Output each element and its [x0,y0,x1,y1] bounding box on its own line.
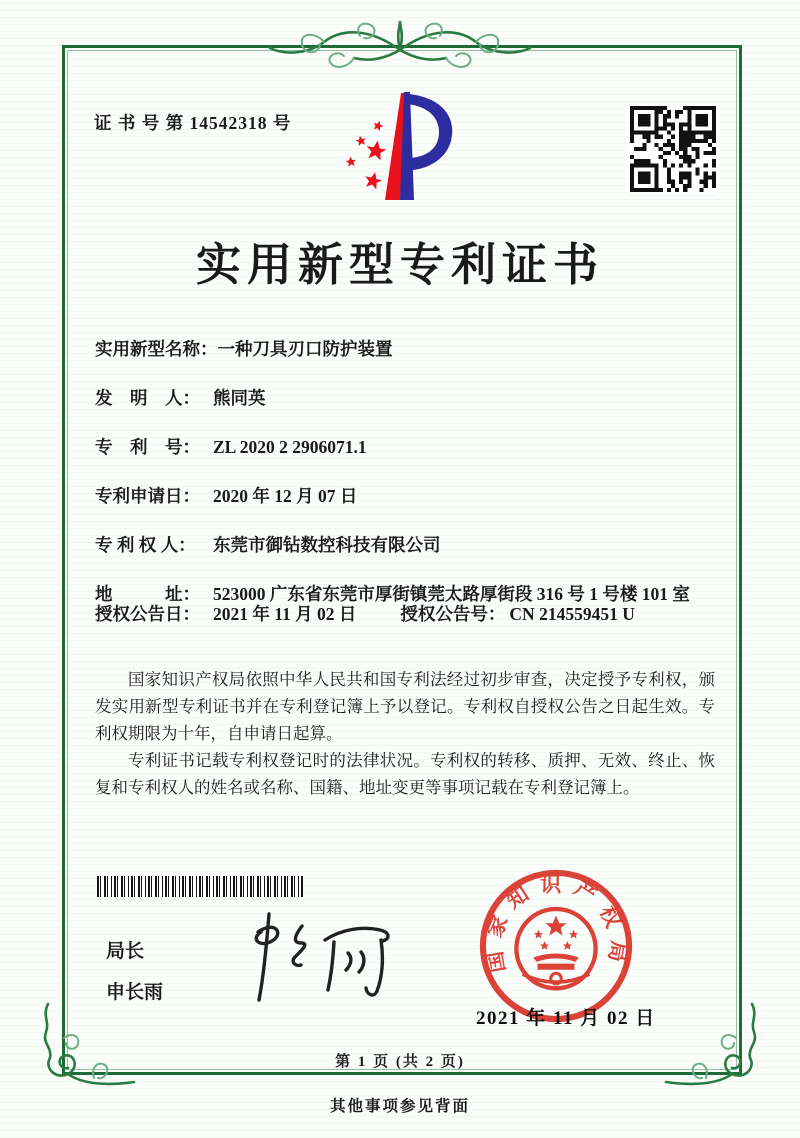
field-grant-row [95,601,717,627]
page-number: 第 1 页 (共 2 页) [335,1054,465,1070]
certificate-fields [95,336,717,650]
field-label: 授权公告日： [95,604,200,624]
back-note: 其他事项参见背面 [329,1098,470,1115]
field-label: 专 利 号： [95,437,200,457]
director-signature-icon [230,908,410,1008]
field-label: 地 址： [95,584,200,604]
field-value: 2021 年 11 月 02 日 [213,604,357,624]
field-value: ZL 2020 2 2906071.1 [213,437,367,457]
field-value: 2020 年 12 月 07 日 [213,486,358,506]
field-patentee [95,532,717,558]
field-inventor [95,385,717,411]
qr-code-canvas [630,106,716,192]
field-label: 发 明 人： [95,388,200,408]
seal-date: 2021 年 11 月 02 日 [476,1008,656,1029]
director-name: 申长雨 [106,982,164,1003]
field-label: 实用新型名称： [95,339,218,359]
director-block [106,936,163,1018]
director-title: 局长 [106,941,145,962]
field-label: 专利申请日： [95,486,200,506]
qr-code [628,104,718,194]
seal-text: 国家知识产权局 [480,872,632,975]
legal-paragraph-1: 国家知识产权局依照中华人民共和国专利法经过初步审查，决定授予专利权，颁发实用新型专利证书并在专利登记簿上予以登记。专利权自授权公告之日起生效。专利权期限为十年，自申请日起算。 [95,670,715,743]
cnipa-logo-icon [336,90,470,208]
field-patent-number [95,434,717,460]
field-value: 一种刀具刃口防护装置 [217,339,393,359]
field-utility-model-name [95,336,717,362]
field-value: 523000 广东省东莞市厚街镇莞太路厚街段 316 号 1 号楼 101 室 [213,584,690,604]
legal-paragraph-2: 专利证书记载专利权登记时的法律状况。专利权的转移、质押、无效、终止、恢复和专利权人的姓名或名称、国籍、地址变更等事项记载在专利登记簿上。 [95,751,715,797]
field-label: 授权公告号： [400,604,506,624]
legal-text [95,666,715,801]
field-value: 东莞市御钻数控科技有限公司 [213,535,441,555]
field-filing-date [95,483,717,509]
certificate-title: 实用新型专利证书 [195,240,604,290]
field-value: 熊同英 [213,388,266,408]
certificate-number: 证 书 号 第 14542318 号 [94,113,292,133]
barcode [97,876,303,897]
field-value: CN 214559451 U [509,604,635,624]
field-label: 专 利 权 人： [95,535,196,555]
